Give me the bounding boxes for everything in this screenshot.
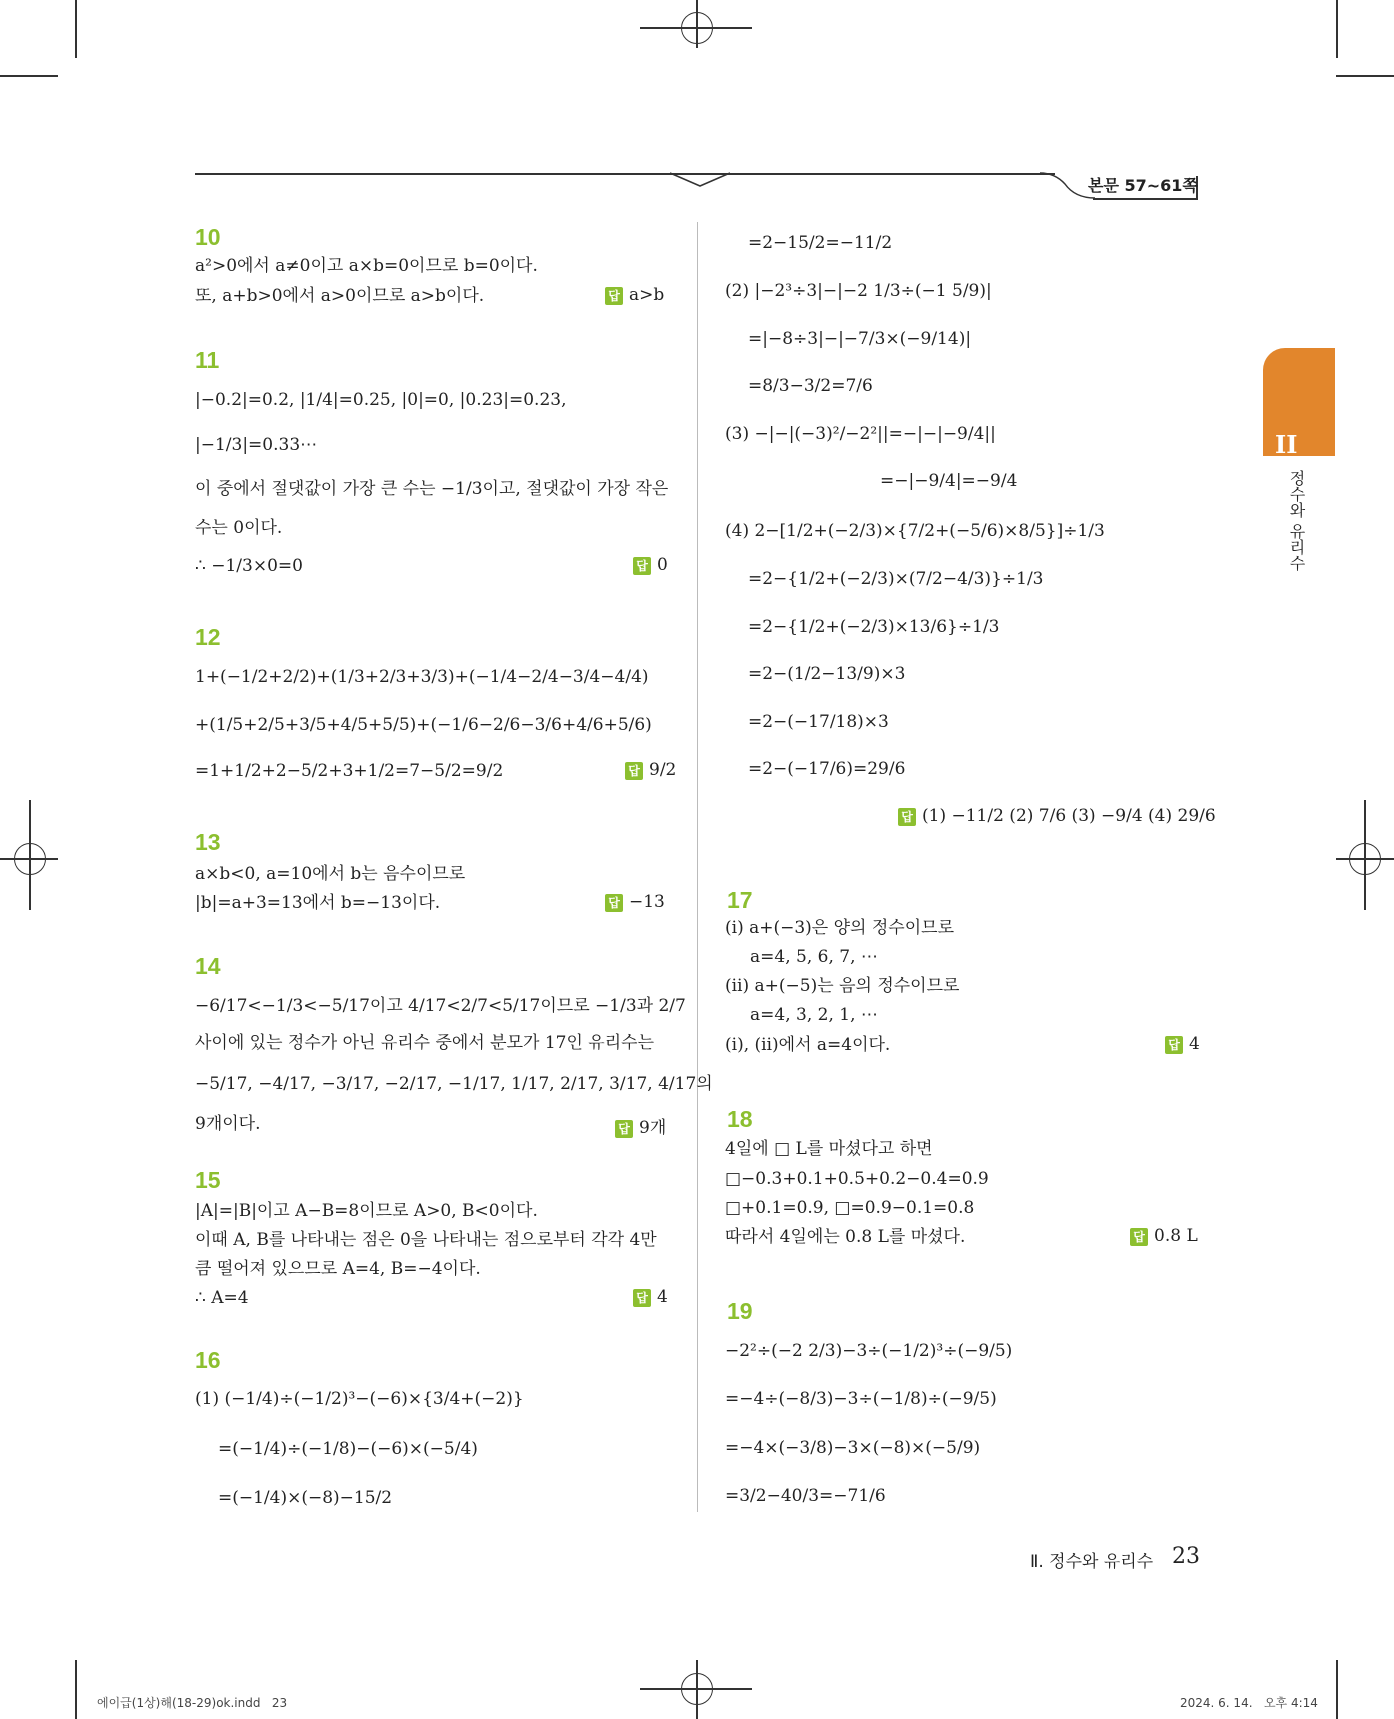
solution-line: |b|=a+3=13에서 b=−13이다. [195, 893, 441, 913]
answer [633, 555, 668, 575]
answer [633, 1287, 668, 1307]
solution-line: =2−15/2=−11/2 [748, 233, 893, 253]
solution-line: −5/17, −4/17, −3/17, −2/17, −1/17, 1/17, 2/17, 3/17, 4/17의 [195, 1074, 713, 1094]
answer-value: 4 [657, 1287, 668, 1307]
solution-line: =|−8÷3|−|−7/3×(−9/14)| [748, 329, 972, 349]
crop-mark [1336, 1660, 1338, 1719]
answer-value: −13 [629, 892, 665, 912]
answer [1165, 1034, 1200, 1054]
solution-line: =−4×(−3/8)−3×(−8)×(−5/9) [725, 1438, 981, 1458]
problem-number: 14 [195, 953, 221, 979]
answer [605, 285, 664, 305]
answer-value: 9개 [639, 1118, 667, 1138]
footer-chapter: Ⅱ. 정수와 유리수 [1030, 1552, 1154, 1572]
solution-line: (ⅰ) a+(−3)은 양의 정수이므로 [725, 918, 954, 938]
crop-mark [75, 1660, 77, 1719]
chapter-tab-title: 정수와 유리수 [1287, 470, 1306, 572]
answer [898, 806, 1216, 826]
problem-number: 19 [727, 1298, 753, 1324]
solution-line: =2−(1/2−13/9)×3 [748, 664, 906, 684]
problem-number: 15 [195, 1167, 221, 1193]
solution-line: 따라서 4일에는 0.8 L를 마셨다. [725, 1227, 966, 1247]
page-range: 본문 57~61쪽 [1088, 176, 1198, 195]
answer-mark-icon: 답 [633, 1289, 651, 1307]
chapter-tab [1263, 348, 1335, 456]
problem-number: 17 [727, 887, 753, 913]
solution-line: 큼 떨어져 있으므로 A=4, B=−4이다. [195, 1259, 481, 1279]
solution-line: ∴ −1/3×0=0 [195, 556, 303, 576]
solution-line: ∴ A=4 [195, 1288, 249, 1308]
solution-line: =2−{1/2+(−2/3)×13/6}÷1/3 [748, 617, 1000, 637]
registration-mark [1364, 800, 1366, 910]
answer-mark-icon: 답 [898, 808, 916, 826]
solution-line: 4일에 □ L를 마셨다고 하면 [725, 1139, 933, 1159]
problem-number: 12 [195, 624, 221, 650]
solution-line: (2) |−2³÷3|−|−2 1/3÷(−1 5/9)| [725, 281, 992, 301]
answer-value: (1) −11/2 (2) 7/6 (3) −9/4 (4) 29/6 [922, 806, 1216, 826]
crop-mark [75, 0, 77, 58]
answer-value: 0.8 L [1154, 1226, 1198, 1246]
solution-line: 1+(−1/2+2/2)+(1/3+2/3+3/3)+(−1/4−2/4−3/4−4/4) [195, 667, 649, 687]
solution-line: 9개이다. [195, 1114, 261, 1134]
answer [605, 892, 665, 912]
solution-line: □−0.3+0.1+0.5+0.2−0.4=0.9 [725, 1169, 989, 1189]
solution-line: =(−1/4)÷(−1/8)−(−6)×(−5/4) [218, 1439, 478, 1459]
problem-number: 10 [195, 224, 221, 250]
footer-page-number: 23 [1172, 1544, 1200, 1569]
solution-line: =−|−9/4|=−9/4 [880, 471, 1018, 491]
answer [1130, 1226, 1198, 1246]
solution-line: |−1/3|=0.33⋯ [195, 435, 318, 455]
header-rule [195, 173, 1055, 175]
solution-line: −2²÷(−2 2/3)−3÷(−1/2)³÷(−9/5) [725, 1341, 1013, 1361]
solution-line: 이 중에서 절댓값이 가장 큰 수는 −1/3이고, 절댓값이 가장 작은 [195, 479, 669, 499]
answer-mark-icon: 답 [1165, 1036, 1183, 1054]
problem-number: 13 [195, 829, 221, 855]
solution-line: =3/2−40/3=−71/6 [725, 1486, 886, 1506]
solution-line: 사이에 있는 정수가 아닌 유리수 중에서 분모가 17인 유리수는 [195, 1033, 654, 1053]
answer-mark-icon: 답 [1130, 1228, 1148, 1246]
answer [615, 1113, 666, 1138]
answer-value: a>b [629, 285, 665, 305]
solution-line: a×b<0, a=10에서 b는 음수이므로 [195, 864, 466, 884]
answer-mark-icon: 답 [633, 557, 651, 575]
solution-line: +(1/5+2/5+3/5+4/5+5/5)+(−1/6−2/6−3/6+4/6+5/6) [195, 715, 652, 735]
answer-mark-icon: 답 [605, 894, 623, 912]
solution-line: (4) 2−[1/2+(−2/3)×{7/2+(−5/6)×8/5}]÷1/3 [725, 521, 1105, 541]
solution-line: 이때 A, B를 나타내는 점은 0을 나타내는 점으로부터 각각 4만 [195, 1230, 657, 1250]
header-underline [1093, 198, 1198, 200]
solution-line: □+0.1=0.9, □=0.9−0.1=0.8 [725, 1198, 975, 1218]
print-timestamp: 2024. 6. 14. 오후 4:14 [1180, 1696, 1318, 1710]
registration-mark [696, 0, 698, 48]
problem-number: 11 [195, 347, 220, 373]
header-notch [670, 172, 730, 188]
crop-mark [1336, 75, 1394, 77]
crop-mark [1336, 0, 1338, 58]
solution-line: |A|=|B|이고 A−B=8이므로 A>0, B<0이다. [195, 1201, 538, 1221]
solution-line: =2−(−17/6)=29/6 [748, 759, 906, 779]
answer-mark-icon: 답 [625, 762, 643, 780]
problem-number: 16 [195, 1347, 221, 1373]
solution-line: (ⅱ) a+(−5)는 음의 정수이므로 [725, 976, 960, 996]
answer-mark-icon: 답 [615, 1120, 633, 1138]
crop-mark [0, 75, 58, 77]
solution-line: (1) (−1/4)÷(−1/2)³−(−6)×{3/4+(−2)} [195, 1389, 524, 1409]
solution-line: =2−{1/2+(−2/3)×(7/2−4/3)}÷1/3 [748, 569, 1044, 589]
solution-line: a=4, 3, 2, 1, ⋯ [750, 1005, 878, 1025]
registration-mark [696, 1660, 698, 1719]
solution-line: =(−1/4)×(−8)−15/2 [218, 1488, 393, 1508]
solution-line: a=4, 5, 6, 7, ⋯ [750, 947, 878, 967]
solution-line: =2−(−17/18)×3 [748, 712, 889, 732]
solution-line: =1+1/2+2−5/2+3+1/2=7−5/2=9/2 [195, 761, 504, 781]
solution-line: a²>0에서 a≠0이고 a×b=0이므로 b=0이다. [195, 256, 538, 276]
solution-line: 또, a+b>0에서 a>0이므로 a>b이다. [195, 286, 485, 306]
registration-mark [29, 800, 31, 910]
answer-value: 9/2 [649, 760, 677, 780]
answer-value: 0 [657, 555, 668, 575]
print-file-name: 에이급(1상)해(18-29)ok.indd 23 [97, 1696, 288, 1710]
solution-line: =−4÷(−8/3)−3÷(−1/8)÷(−9/5) [725, 1389, 997, 1409]
answer [625, 760, 676, 780]
solution-line: 수는 0이다. [195, 518, 283, 538]
answer-mark-icon: 답 [605, 287, 623, 305]
solution-line: −6/17<−1/3<−5/17이고 4/17<2/7<5/17이므로 −1/3과 2/7 [195, 996, 686, 1016]
column-divider [697, 222, 698, 1512]
solution-line: =8/3−3/2=7/6 [748, 376, 873, 396]
solution-line: |−0.2|=0.2, |1/4|=0.25, |0|=0, |0.23|=0.23, [195, 390, 567, 410]
solution-line: (ⅰ), (ⅱ)에서 a=4이다. [725, 1035, 891, 1055]
chapter-tab-roman: II [1275, 430, 1298, 459]
solution-line: (3) −|−|(−3)²/−2²||=−|−|−9/4|| [725, 424, 996, 444]
problem-number: 18 [727, 1106, 753, 1132]
answer-value: 4 [1189, 1034, 1200, 1054]
